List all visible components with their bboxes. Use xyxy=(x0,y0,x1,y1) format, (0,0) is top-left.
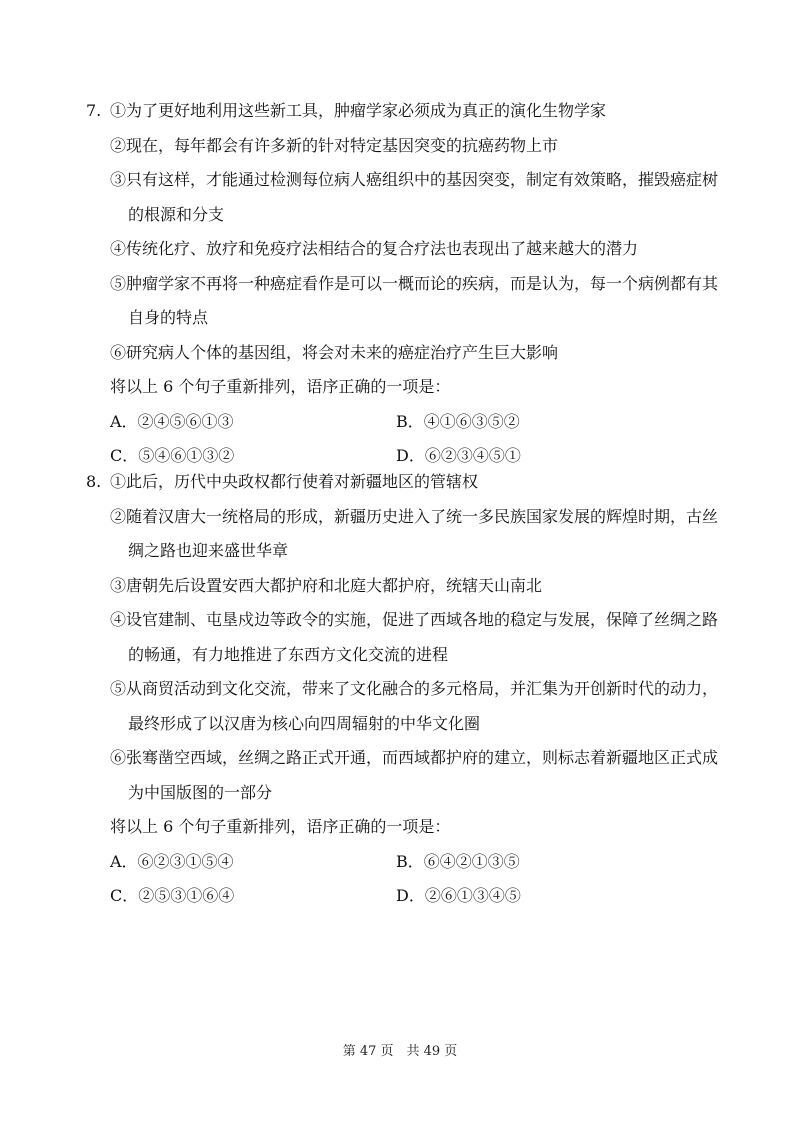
q8-s1-text: ①此后，历代中央政权都行使着对新疆地区的管辖权 xyxy=(110,472,479,491)
q7-option-b[interactable]: B．④①⑥③⑤② xyxy=(396,411,520,431)
q8-sentence-1 xyxy=(86,465,736,500)
q8-sentence-4-cont: 的畅通，有力地推进了东西方文化交流的进程 xyxy=(128,644,449,664)
q7-option-a[interactable]: A．②④⑤⑥①③ xyxy=(110,411,234,431)
q7-s1-text: ①为了更好地利用这些新工具，肿瘤学家必须成为真正的演化生物学家 xyxy=(110,101,607,120)
q8-sentence-5: ⑤从商贸活动到文化交流，带来了文化融合的多元格局，并汇集为开创新时代的动力， xyxy=(110,679,719,698)
q8-sentence-3: ③唐朝先后设置安西大都护府和北庭大都护府，统辖天山南北 xyxy=(110,575,543,595)
question-7 xyxy=(86,94,736,474)
q7-sentence-5: ⑤肿瘤学家不再将一种癌症看作是可以一概而论的疾病，而是认为，每一个病例都有其 xyxy=(110,273,719,293)
q7-option-d[interactable]: D．⑥②③④⑤① xyxy=(396,446,521,465)
q8-option-b[interactable]: B．⑥④②①③⑤ xyxy=(396,851,520,871)
q8-sentence-2: ②随着汉唐大一统格局的形成，新疆历史进入了统一多民族国家发展的辉煌时期，古丝 xyxy=(110,506,719,526)
q7-sentence-5-cont: 自身的特点 xyxy=(128,308,209,327)
q7-options-row-1 xyxy=(86,405,736,440)
q7-sentence-3: ③只有这样，才能通过检测每位病人癌组织中的基因突变，制定有效策略，摧毁癌症树 xyxy=(110,170,719,189)
q8-options-row-2 xyxy=(86,879,736,914)
q8-sentence-5-cont: 最终形成了以汉唐为核心向四周辐射的中华文化圈 xyxy=(128,713,481,733)
question-8 xyxy=(86,465,736,914)
q8-sentence-6: ⑥张骞凿空西域，丝绸之路正式开通，而西域都护府的建立，则标志着新疆地区正式成 xyxy=(110,748,719,767)
q8-sentence-2-cont: 绸之路也迎来盛世华章 xyxy=(128,541,289,560)
q8-number: 8. xyxy=(86,472,102,491)
q8-sentence-6-cont: 为中国版图的一部分 xyxy=(128,782,273,802)
q8-option-a[interactable]: A．⑥②③①⑤④ xyxy=(110,851,234,871)
q7-sentence-3-cont: 的根源和分支 xyxy=(128,204,225,224)
page-footer: 第 47 页 共 49 页 xyxy=(342,1044,458,1059)
q7-sentence-6: ⑥研究病人个体的基因组，将会对未来的癌症治疗产生巨大影响 xyxy=(110,342,559,362)
q7-prompt: 将以上 6 个句子重新排列，语序正确的一项是： xyxy=(110,377,451,396)
q8-option-d[interactable]: D．②⑥①③④⑤ xyxy=(396,886,521,905)
q8-sentence-4: ④设官建制、屯垦戍边等政令的实施，促进了西域各地的稳定与发展，保障了丝绸之路 xyxy=(110,610,719,629)
q8-option-c[interactable]: C．②⑤③①⑥④ xyxy=(110,886,235,905)
q7-sentence-1 xyxy=(86,94,736,129)
q7-sentence-4: ④传统化疗、放疗和免疫疗法相结合的复合疗法也表现出了越来越大的潜力 xyxy=(110,239,639,258)
q7-sentence-2: ②现在，每年都会有许多新的针对特定基因突变的抗癌药物上市 xyxy=(110,135,559,155)
q8-prompt: 将以上 6 个句子重新排列，语序正确的一项是： xyxy=(110,817,451,836)
q7-option-c[interactable]: C．⑤④⑥①③② xyxy=(110,446,235,465)
q7-number: 7. xyxy=(86,101,102,120)
q8-options-row-1 xyxy=(86,845,736,880)
